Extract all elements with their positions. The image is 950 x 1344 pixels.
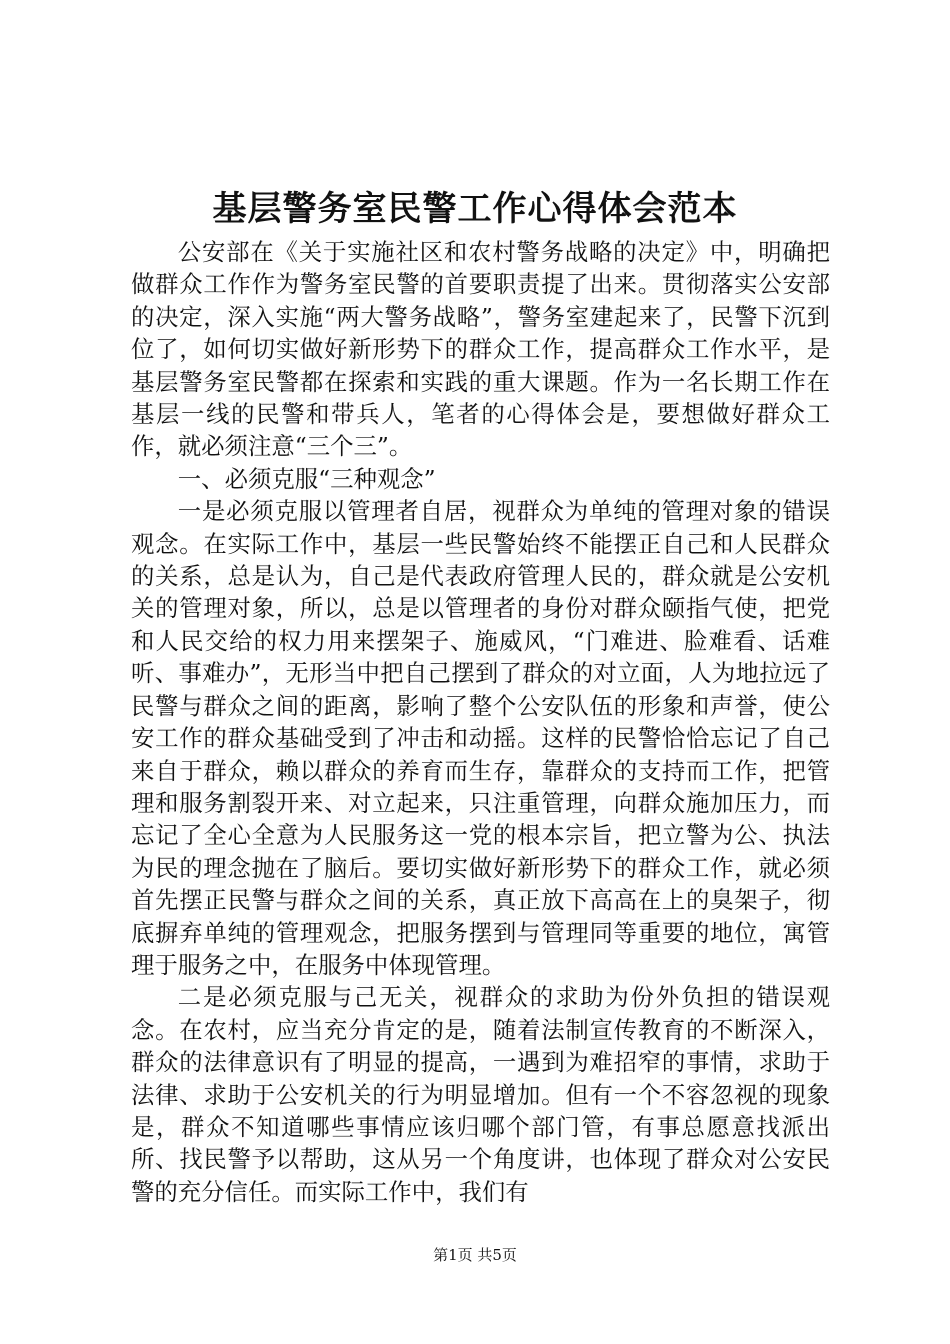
section-heading-1: 一、必须克服“三种观念” bbox=[177, 464, 436, 493]
paragraph-intro: 公安部在《关于实施社区和农村警务战略的决定》中，明确把做群众工作作为警务室民警的首要职责提了出来。贯彻落实公安部的决定，深入实施“两大警务战略”，警务室建起来了，民警下沉到位了，如何切实做好新形势下的群众工作，提高群众工作水平，是基层警务室民警都在探索和实践的重大课题。作为一名长期工作在基层一线的民警和带兵人，笔者的心得体会是，要想做好群众工作，就必须注意“三个三”。 bbox=[131, 238, 830, 461]
paragraph-point-2: 二是必须克服与己无关，视群众的求助为份外负担的错误观念。在农村，应当充分肯定的是，随着法制宣传教育的不断深入，群众的法律意识有了明显的提高，一遇到为难招窄的事情，求助于法律、求助于公安机关的行为明显增加。但有一个不容忽视的现象是，群众不知道哪些事情应该归哪个部门管，有事总愿意找派出所、找民警予以帮助，这从另一个角度讲，也体现了群众对公安民警的充分信任。而实际工作中，我们有 bbox=[131, 983, 830, 1206]
document-title: 基层警务室民警工作心得体会范本 bbox=[212, 189, 738, 229]
page-footer: 第1页 共5页 bbox=[433, 1246, 517, 1264]
paragraph-point-1: 一是必须克服以管理者自居，视群众为单纯的管理对象的错误观念。在实际工作中，基层一些民警始终不能摆正自己和人民群众的关系，总是认为，自己是代表政府管理人民的，群众就是公安机关的管理对象，所以，总是以管理者的身份对群众颐指气使，把党和人民交给的权力用来摆架子、施威风，“门难进、脸难看、话难听、事难办”，无形当中把自己摆到了群众的对立面，人为地拉远了民警与群众之间的距离，影响了整个公安队伍的形象和声誉，使公安工作的群众基础受到了冲击和动摇。这样的民警恰恰忘记了自己来自于群众，赖以群众的养育而生存，靠群众的支持而工作，把管理和服务割裂开来、对立起来，只注重管理，向群众施加压力，而忘记了全心全意为人民服务这一党的根本宗旨，把立警为公、执法为民的理念抛在了脑后。要切实做好新形势下的群众工作，就必须首先摆正民警与群众之间的关系，真正放下高高在上的臭架子，彻底摒弃单纯的管理观念，把服务摆到与管理同等重要的地位，寓管理于服务之中，在服务中体现管理。 bbox=[131, 497, 830, 979]
document-body bbox=[131, 236, 830, 1208]
